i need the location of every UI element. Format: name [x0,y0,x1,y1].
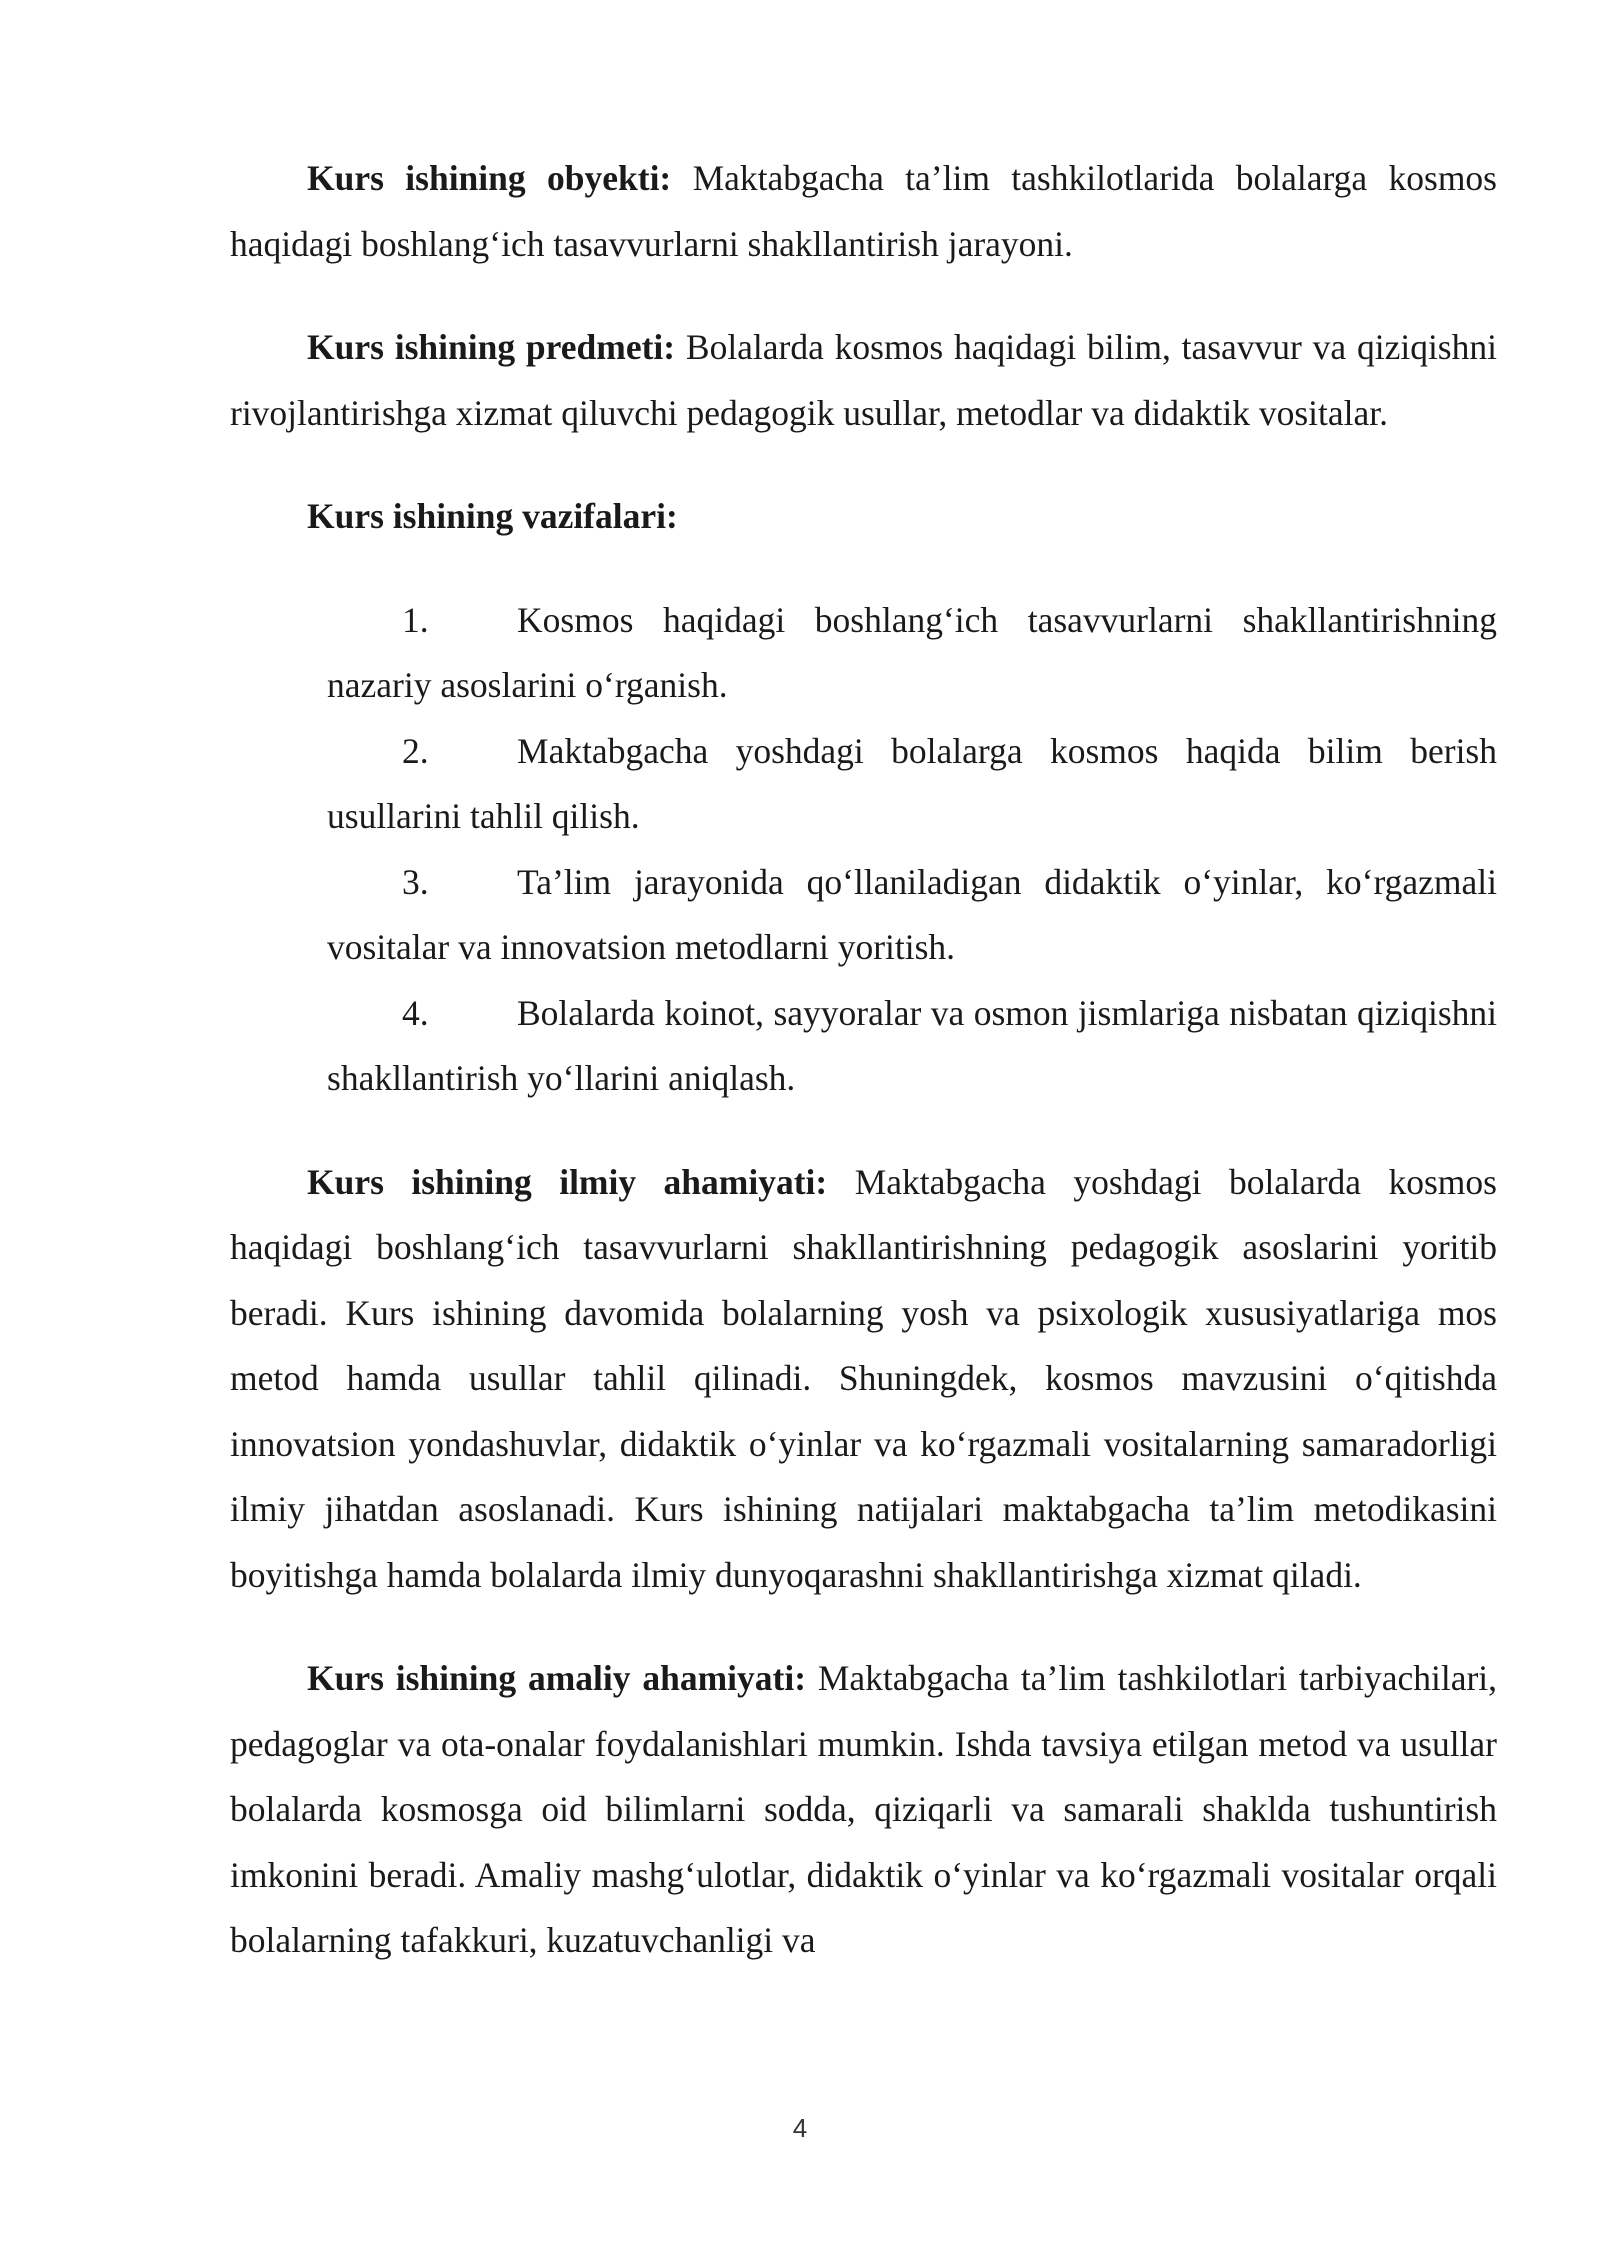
task-text: Ta’lim jarayonida qo‘llaniladigan didaktik o‘yinlar, ko‘rgazmali vositalar va innovatsion metodlarni yoritish. [327,861,1497,967]
page-content [230,146,1497,1974]
tasks-list [230,588,1497,1112]
spacer [230,1112,1497,1150]
practical-paragraph [230,1646,1497,1974]
page-number: 4 [792,2113,808,2143]
practical-text: Maktabgacha ta’lim tashkilotlari tarbiyachilari, pedagoglar va ota-onalar foydalanishlari mumkin. Ishda tavsiya etilgan metod va usullar bolalarda kosmosga oid bilimlarni sodda, qiziqarli va samarali shaklda tushuntirish imkonini beradi. Amaliy mashg‘ulotlar, didaktik o‘yinlar va ko‘rgazmali vositalar orqali bolalarning tafakkuri, kuzatuvchanligi va [230,1658,1498,1960]
task-item [327,719,1497,850]
task-number: 3. [402,861,429,902]
spacer [230,446,1497,484]
task-text: Maktabgacha yoshdagi bolalarga kosmos haqida bilim berish usullarini tahlil qilish. [327,730,1497,836]
task-item [327,588,1497,719]
scientific-label: Kurs ishining ilmiy ahamiyati: [307,1161,828,1202]
scientific-paragraph [230,1150,1497,1609]
task-number: 2. [402,730,429,771]
object-text: Maktabgacha ta’lim tashkilotlarida bolalarga kosmos haqidagi boshlang‘ich tasavvurlarni shakllantirish jarayoni. [230,158,1497,264]
practical-label: Kurs ishining amaliy ahamiyati: [307,1658,807,1698]
tasks-heading: Kurs ishining vazifalari: [307,496,678,536]
task-number: 4. [402,992,429,1033]
spacer [230,550,1497,588]
spacer [230,277,1497,315]
task-item [327,850,1497,981]
object-label: Kurs ishining obyekti: [307,158,672,198]
task-text: Kosmos haqidagi boshlang‘ich tasavvurlarni shakllantirishning nazariy asoslarini o‘rganish. [327,599,1497,705]
task-item [327,981,1497,1112]
subject-label: Kurs ishining predmeti: [307,327,676,367]
spacer [230,1608,1497,1646]
scientific-text: Maktabgacha yoshdagi bolalarda kosmos haqidagi boshlang‘ich tasavvurlarni shakllantirishning pedagogik asoslarini yoritib beradi. Kurs ishining davomida bolalarning yosh va psixologik xususiyatlariga mos metod hamda usullar tahlil qilinadi. Shuningdek, kosmos mavzusini o‘qitishda innovatsion yondashuvlar, didaktik o‘yinlar va ko‘rgazmali vositalarning samaradorligi ilmiy jihatdan asoslanadi. Kurs ishining natijalari maktabgacha ta’lim metodikasini boyitishga hamda bolalarda ilmiy dunyoqarashni shakllantirishga xizmat qiladi. [230,1161,1497,1595]
subject-paragraph [230,315,1497,446]
task-text: Bolalarda koinot, sayyoralar va osmon jismlariga nisbatan qiziqishni shakllantirish yo‘llarini aniqlash. [327,992,1497,1098]
task-number: 1. [402,599,429,640]
object-paragraph [230,146,1497,277]
subject-text: Bolalarda kosmos haqidagi bilim, tasavvur va qiziqishni rivojlantirishga xizmat qiluvchi pedagogik usullar, metodlar va didaktik vositalar. [230,327,1497,433]
